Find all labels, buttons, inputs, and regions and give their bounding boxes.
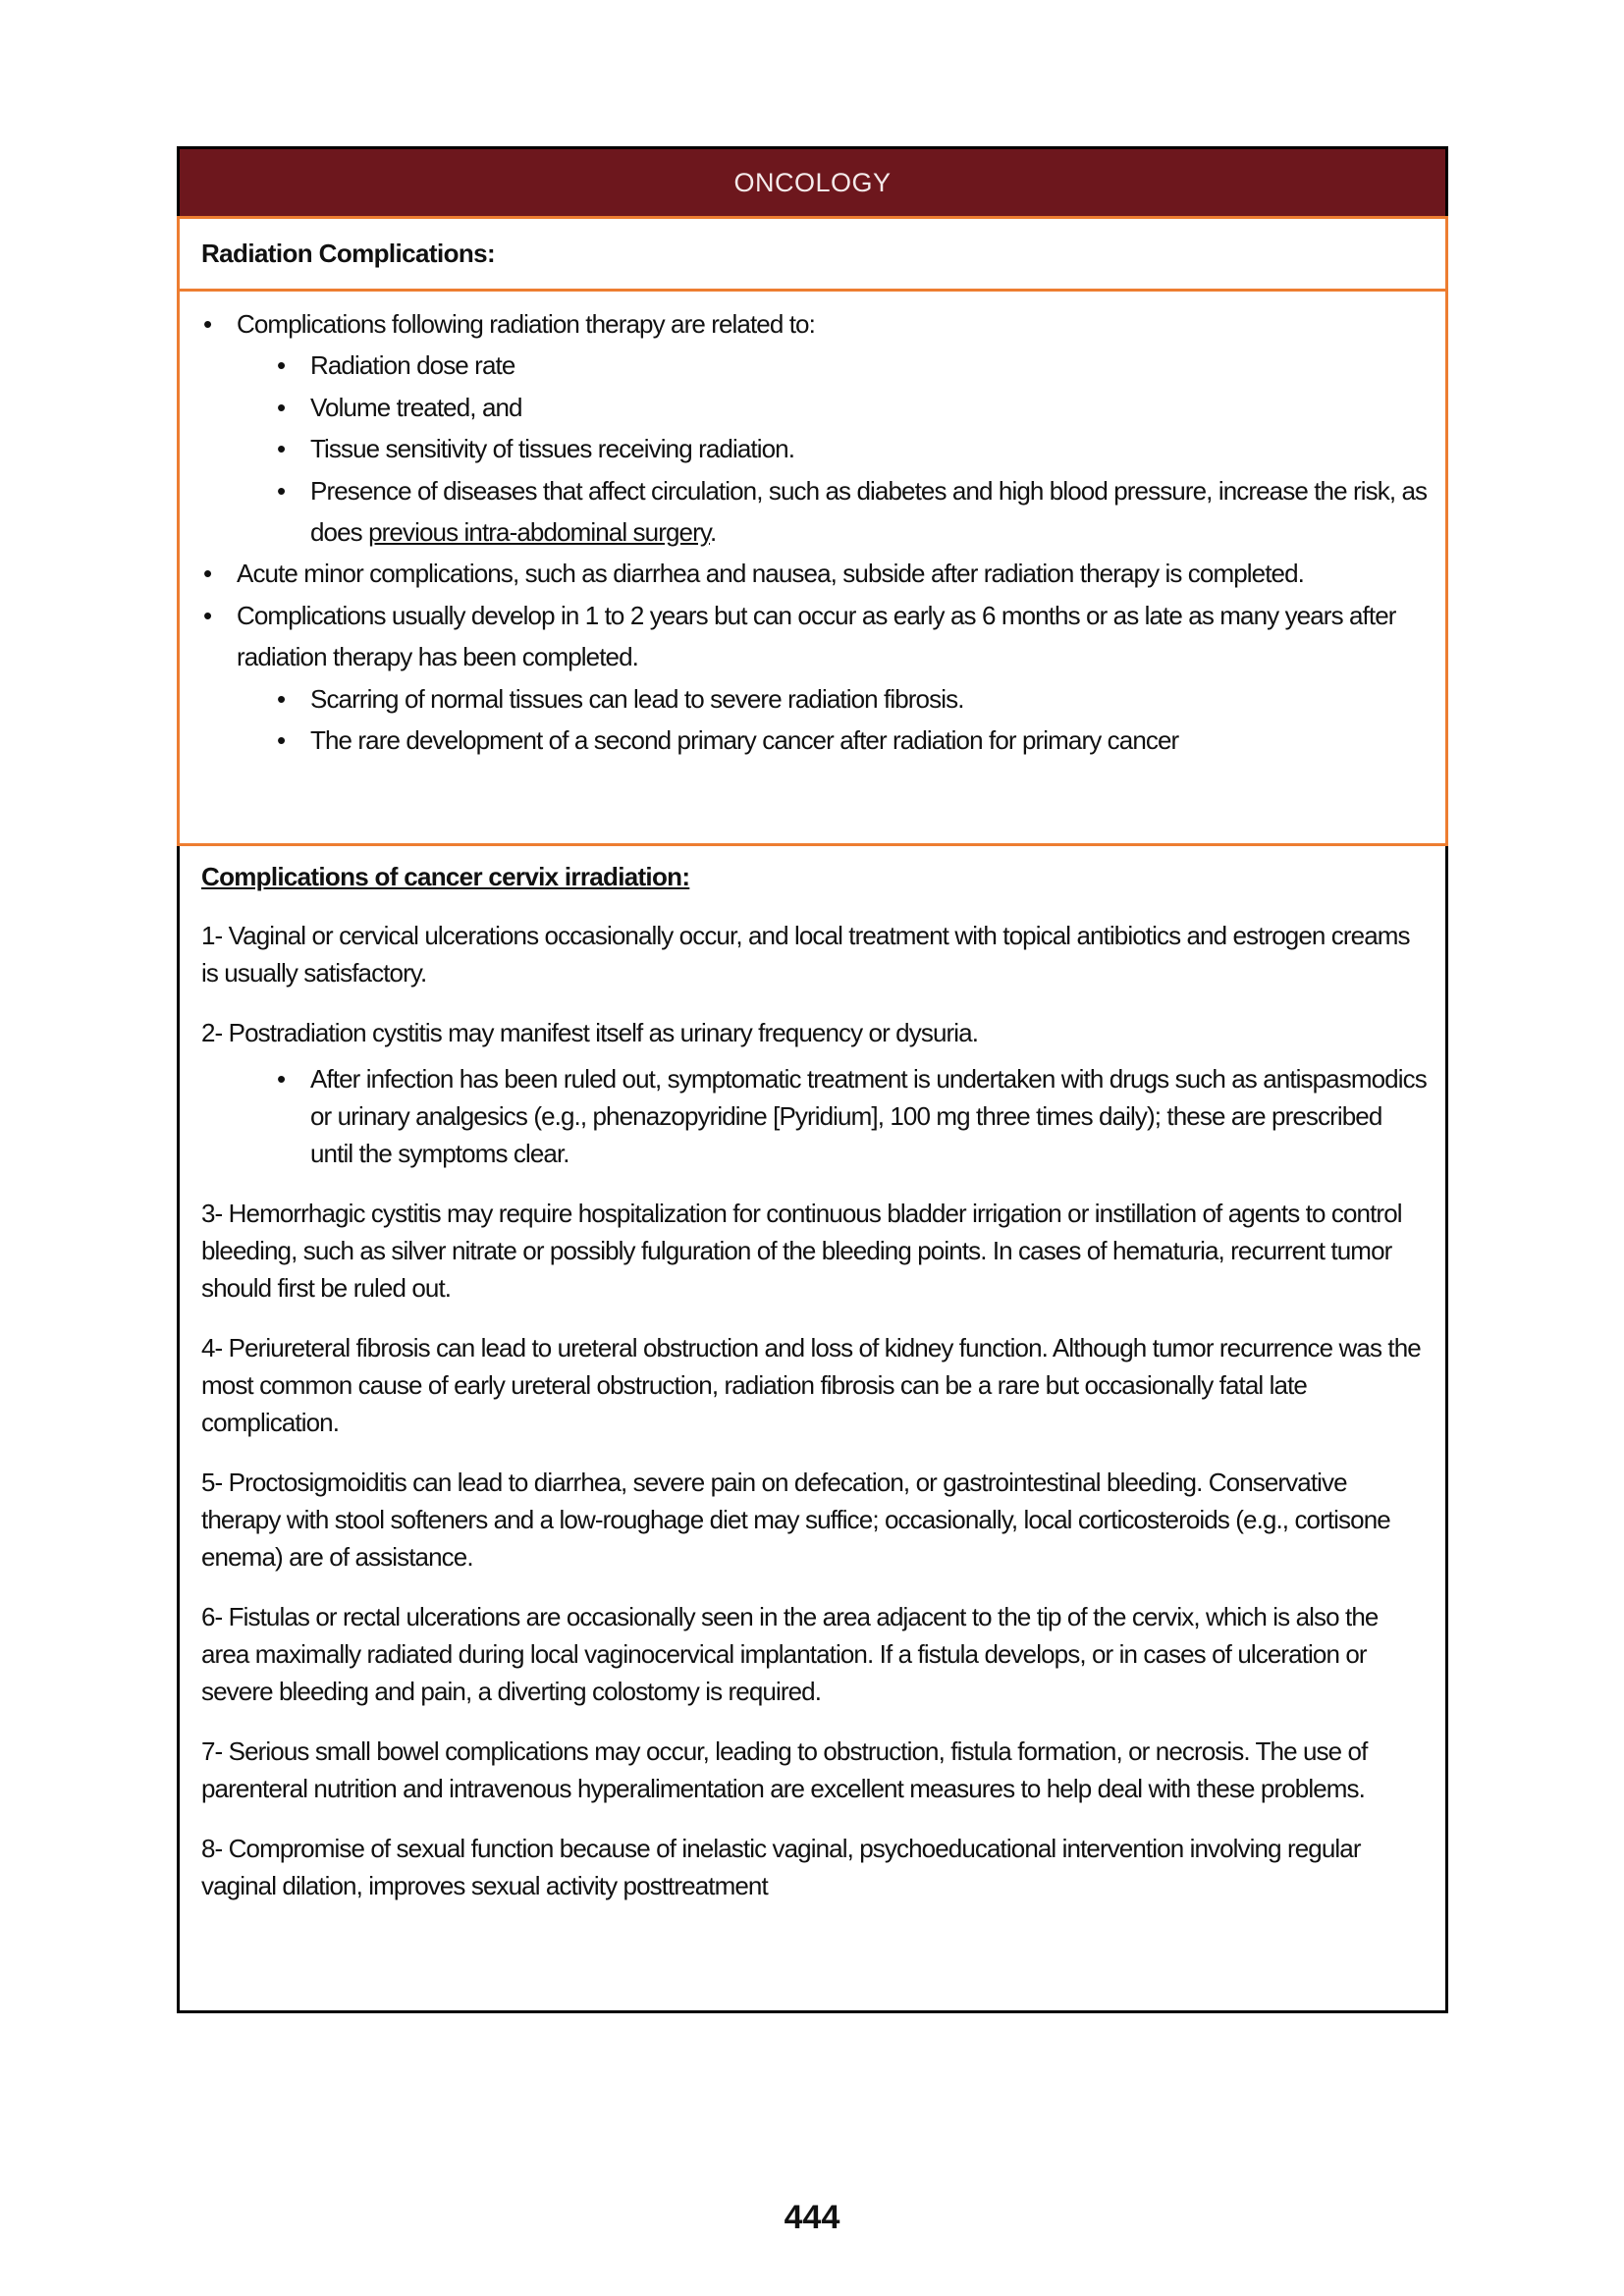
cervix-irradiation-section bbox=[177, 846, 1448, 2013]
sub-bullet-list bbox=[180, 345, 1434, 553]
sub-bullet-item: • Radiation dose rate bbox=[180, 345, 1434, 386]
radiation-complications-section bbox=[177, 216, 1448, 846]
numbered-paragraph: 8- Compromise of sexual function because of inelastic vaginal, psychoeducational intervention involving regular vaginal dilation, improves sexual activity posttreatment bbox=[201, 1834, 1361, 1900]
section-title: Radiation Complications: bbox=[180, 219, 1445, 292]
bullet-list bbox=[180, 303, 1434, 761]
numbered-paragraph: 7- Serious small bowel complications may occur, leading to obstruction, fistula formation, or necrosis. The use of parenteral nutrition and intravenous hyperalimentation are excellent measures to help deal with these problems. bbox=[201, 1736, 1368, 1803]
page-number: 444 bbox=[784, 2199, 840, 2236]
numbered-paragraph: 4- Periureteral fibrosis can lead to ureteral obstruction and loss of kidney function. Although tumor recurrence was the most common cause of early ureteral obstruction, radiation fibrosis can be a rare but occasionally fatal late complication. bbox=[201, 1333, 1421, 1437]
numbered-paragraph: 3- Hemorrhagic cystitis may require hospitalization for continuous bladder irrigation or instillation of agents to control bleeding, such as silver nitrate or possibly fulguration of the bleeding points. In cases of hematuria, recurrent tumor should first be ruled out. bbox=[201, 1199, 1402, 1303]
bullet-item: • Complications following radiation therapy are related to: • Radiation dose rate • Volume treated, and • Tissue sensitivity of tissues receiving radiation. • Presence of diseases that affect circulation, such as diabetes and high blood pressure, increase the risk, as does previous intra-abdominal surgery. bbox=[180, 303, 1434, 553]
sub-bullet-item: • After infection has been ruled out, symptomatic treatment is undertaken with drugs such as antispasmodics or urinary analgesics (e.g., phenazopyridine [Pyridium], 100 mg three times daily); these are prescribed until the symptoms clear. bbox=[201, 1060, 1430, 1172]
bullet-item: • Acute minor complications, such as diarrhea and nausea, subside after radiation therapy is completed. bbox=[180, 553, 1434, 594]
sub-bullet-item: • Tissue sensitivity of tissues receiving radiation. bbox=[180, 428, 1434, 469]
section-title: Complications of cancer cervix irradiation: bbox=[201, 862, 690, 891]
underlined-text: previous intra-abdominal surgery bbox=[368, 517, 711, 548]
numbered-paragraph: 2- Postradiation cystitis may manifest itself as urinary frequency or dysuria. bbox=[201, 1018, 979, 1047]
sub-bullet-item: • Scarring of normal tissues can lead to severe radiation fibrosis. bbox=[180, 678, 1434, 720]
sub-bullet-item: • Volume treated, and bbox=[180, 387, 1434, 428]
numbered-paragraph: 6- Fistulas or rectal ulcerations are occasionally seen in the area adjacent to the tip of the cervix, which is also the area maximally radiated during local vaginocervical implantation. If a fistula develops, or in cases of ulceration or severe bleeding and pain, a diverting colostomy is required. bbox=[201, 1602, 1379, 1706]
section-body bbox=[180, 292, 1445, 843]
section-header-banner bbox=[177, 146, 1448, 216]
numbered-paragraph: 5- Proctosigmoiditis can lead to diarrhea, severe pain on defecation, or gastrointestinal bleeding. Conservative therapy with stool softeners and a low-roughage diet may suffice; occasionally, local corticosteroids (e.g., cortisone enema) are of assistance. bbox=[201, 1468, 1390, 1572]
sub-bullet-list bbox=[201, 1060, 1430, 1172]
sub-bullet-item: • The rare development of a second primary cancer after radiation for primary cancer bbox=[180, 720, 1434, 761]
bullet-item: • Complications usually develop in 1 to 2 years but can occur as early as 6 months or as late as many years after radiation therapy has been completed. • Scarring of normal tissues can lead to severe radiation fibrosis. • The rare development of a second primary cancer after radiation for primary cancer bbox=[180, 595, 1434, 762]
header-title: ONCOLOGY bbox=[733, 167, 892, 197]
sub-bullet-item: • Presence of diseases that affect circulation, such as diabetes and high blood pressure, increase the risk, as does previous intra-abdominal surgery. bbox=[180, 470, 1434, 554]
numbered-paragraph: 1- Vaginal or cervical ulcerations occasionally occur, and local treatment with topical antibiotics and estrogen creams is usually satisfactory. bbox=[201, 921, 1410, 988]
sub-bullet-list bbox=[180, 678, 1434, 762]
oncology-content-box bbox=[177, 146, 1448, 2013]
